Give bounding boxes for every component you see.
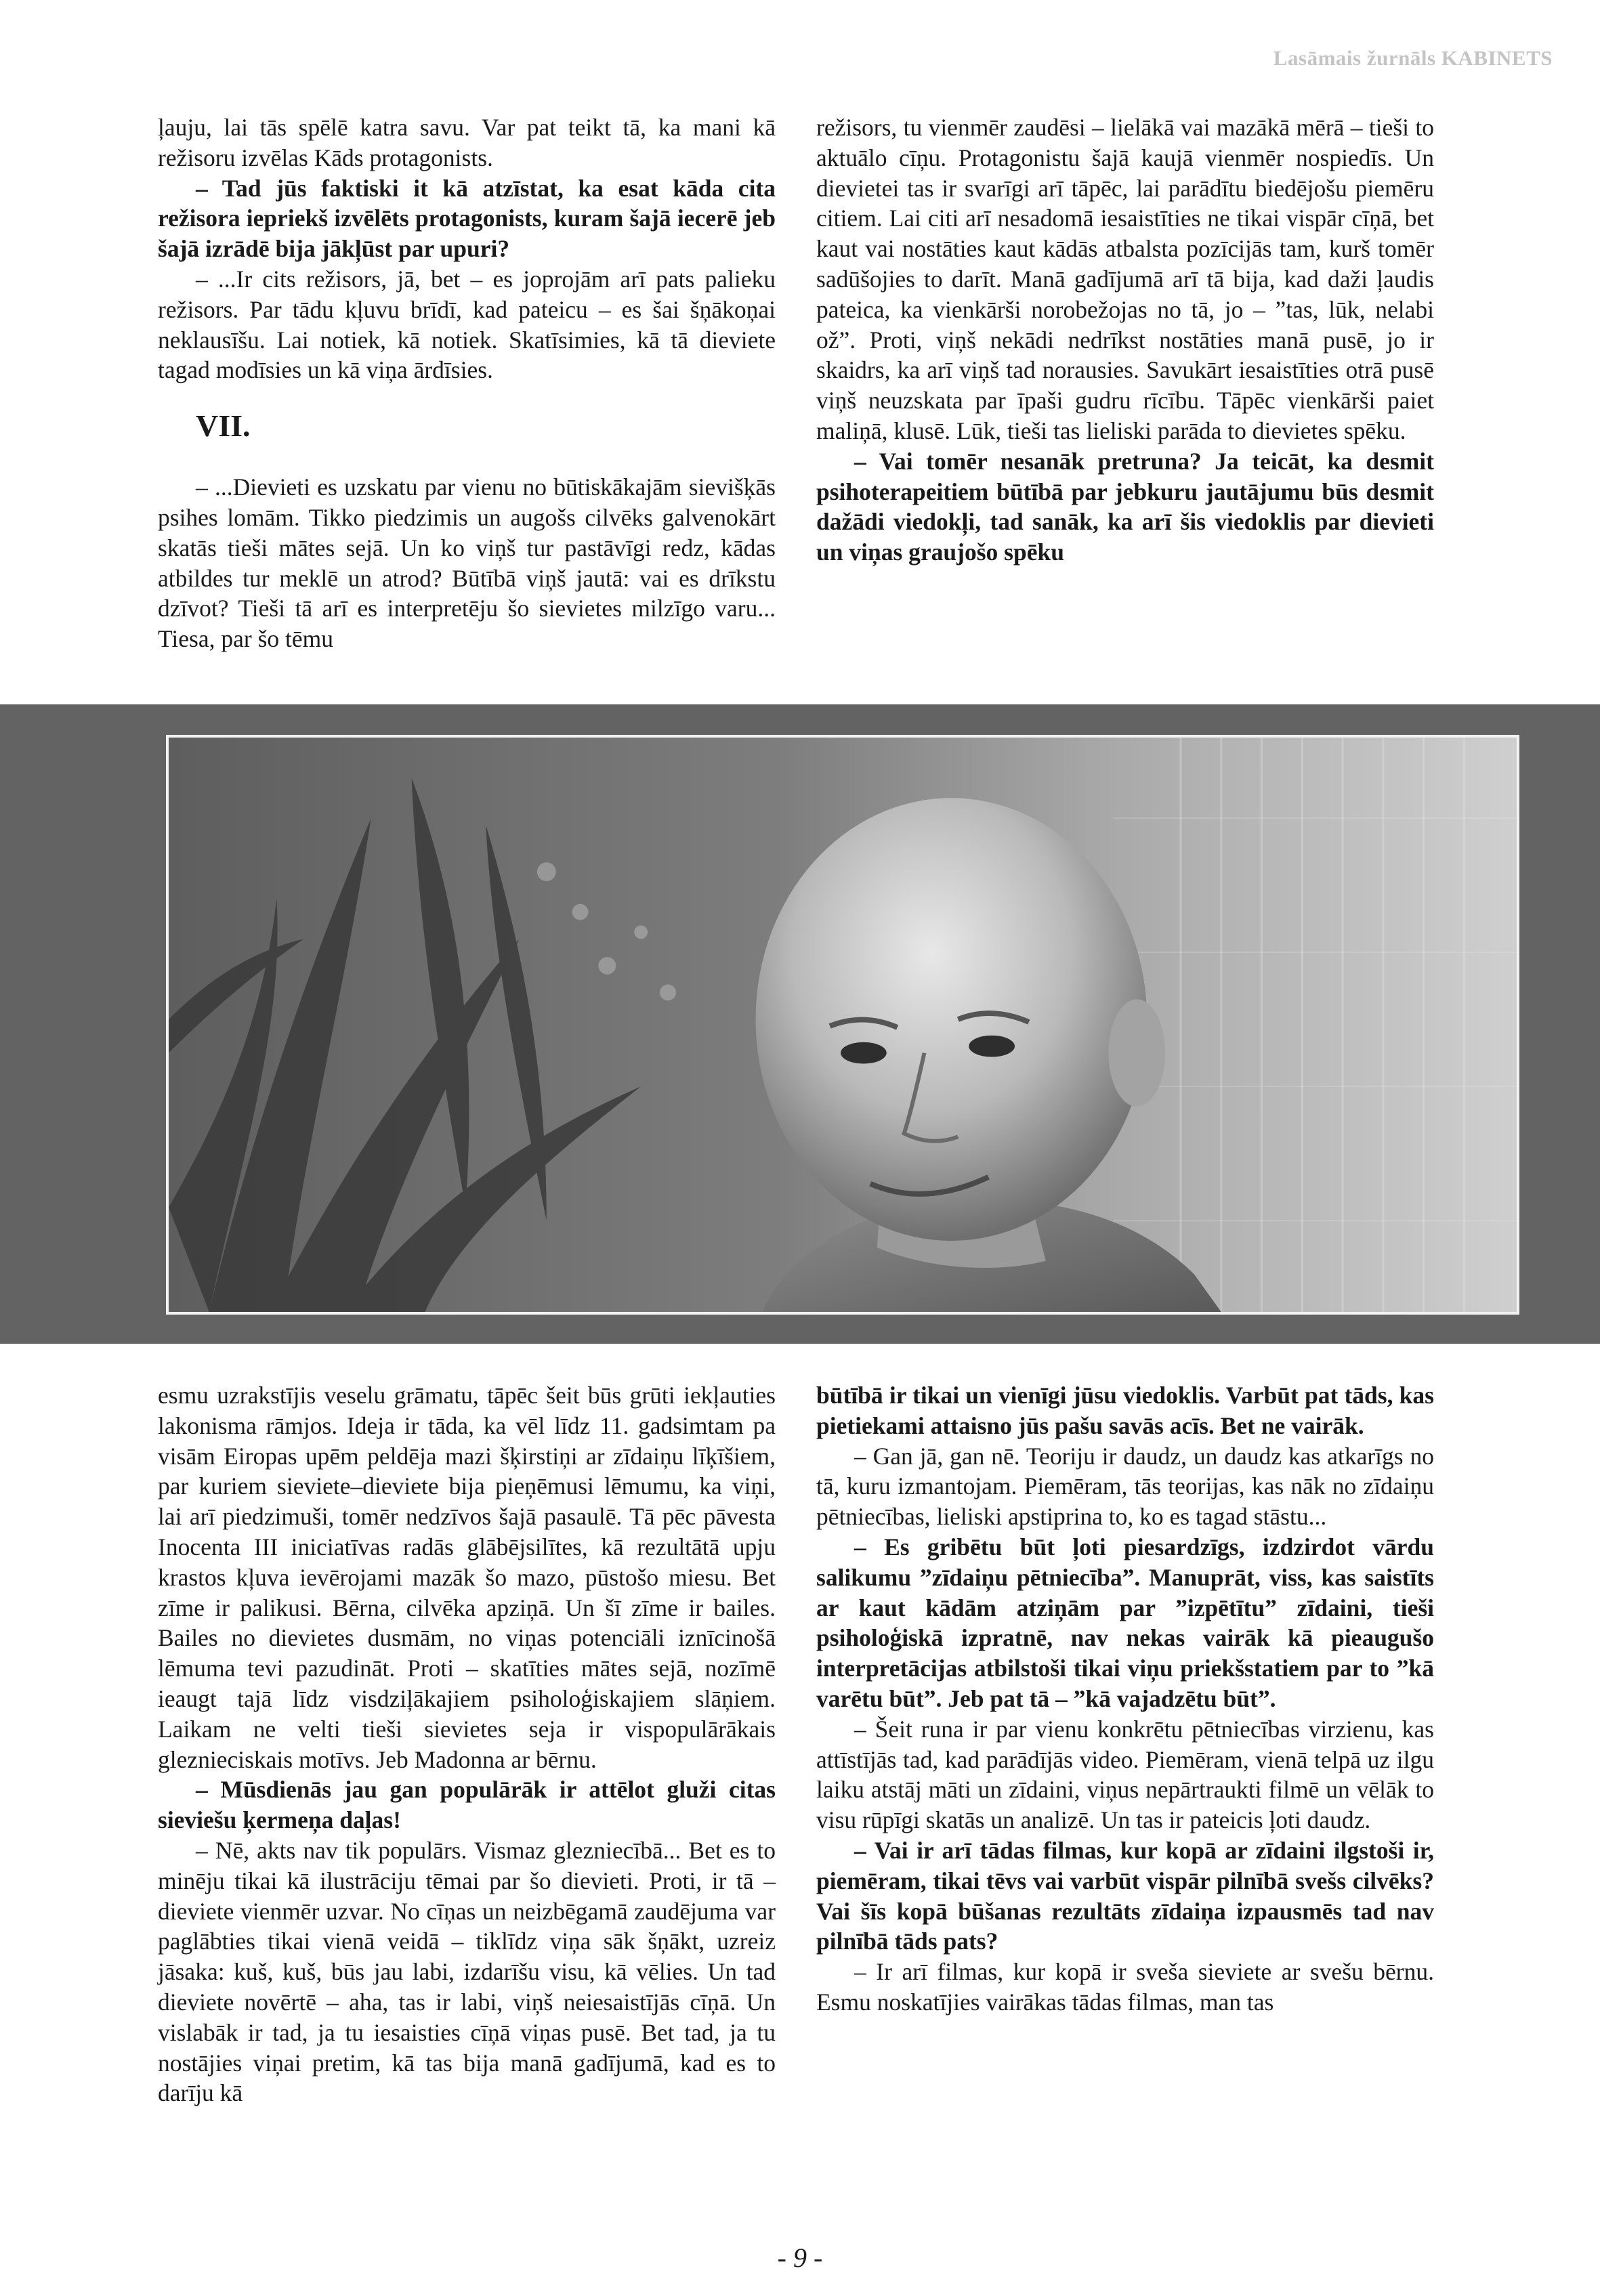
paragraph: ļauju, lai tās spēlē katra savu. Var pat teikt tā, ka mani kā režisoru izvēlas Kāds protagonists.: [158, 114, 776, 171]
portrait-image: [169, 738, 1517, 1312]
paragraph: – ...Dievieti es uzskatu par vienu no būtiskākajām sievišķās psihes lomām. Tikko piedzimis un augošs cilvēks galvenokārt skatās tieši mātes sejā. Un ko viņš tur pastāvīgi redz, kādas atbildes tur meklē un atrod? Būtībā viņš jautā: vai es drīkstu dzīvot? Tieši tā arī es interpretēju šo sievietes milzīgo varu... Tiesa, par šo tēmu: [158, 473, 776, 653]
interview-question: – Mūsdienās jau gan populārāk ir attēlot gluži citas sieviešu ķermeņa daļas!: [158, 1776, 776, 1834]
column-right-bottom: [816, 1380, 1434, 2018]
interview-question: – Vai tomēr nesanāk pretruna? Ja teicāt, ka desmit psihoterapeitiem būtībā par jebkuru jautājumu būs desmit dažādi viedokļi, tad sanāk, ka arī šis viedoklis par dievieti un viņas graujošo spēku: [816, 447, 1434, 566]
column-left-top: [158, 112, 776, 654]
paragraph: – Ir arī filmas, kur kopā ir sveša sieviete ar svešu bērnu. Esmu noskatījies vairākas tādas filmas, man tas: [816, 1958, 1434, 2016]
interview-question: – Vai ir arī tādas filmas, kur kopā ar zīdaini ilgstoši ir, piemēram, tikai tēvs vai varbūt vispār pilnībā svešs cilvēks? Vai šīs kopā būšanas rezultāts zīdaiņa izpausmēs tad nav pilnībā tāds pats?: [816, 1836, 1434, 1955]
page-number: - 9 -: [777, 2242, 823, 2273]
interview-question: – Tad jūs faktiski it kā atzīstat, ka esat kāda cita režisora iepriekš izvēlēts protagonists, kuram šajā iecerē jeb šajā izrādē bija jākļūst par upuri?: [158, 174, 776, 263]
interview-question: būtībā ir tikai un vienīgi jūsu viedoklis. Varbūt pat tāds, kas pietiekami attaisno jūs pašu savās acīs. Bet ne vairāk.: [816, 1382, 1434, 1439]
interview-question: – Es gribētu būt ļoti piesardzīgs, izdzirdot vārdu salikumu ”zīdaiņu pētniecība”. Manuprāt, viss, kas saistīts ar kaut kādām atziņām par ”izpētītu” zīdaini, tieši psiholoģiskā izpratnē, nav nekas vairāk kā pieaugušo interpretācijas atbilstoši tikai viņu priekšstatiem par to ”kā varētu būt”. Jeb pat tā – ”kā vajadzētu būt”.: [816, 1533, 1434, 1712]
paragraph: – Gan jā, gan nē. Teoriju ir daudz, un daudz kas atkarīgs no tā, kuru izmantojam. Piemēram, tās teorijas, kas nāk no zīdaiņu pētniecības, lieliski apstiprina to, ko es tagad stāstu...: [816, 1442, 1434, 1531]
paragraph: – Šeit runa ir par vienu konkrētu pētniecības virzienu, kas attīstījās tad, kad parādījās video. Piemēram, vienā telpā uz ilgu laiku atstāj māti un zīdaini, viņus nepārtraukti filmē un vēlāk to visu rūpīgi skatās un analizē. Un tas ir pateicis ļoti daudz.: [816, 1715, 1434, 1834]
paragraph: – ...Ir cits režisors, jā, bet – es joprojām arī pats palieku režisors. Par tādu kļuvu brīdī, kad pateicu – es šai šņākoņai neklausīšu. Lai notiek, kā notiek. Skatīsimies, kā tā dieviete tagad modīsies un kā viņa ārdīsies.: [158, 265, 776, 384]
paragraph: – Nē, akts nav tik populārs. Vismaz glezniecībā... Bet es to minēju tikai kā ilustrāciju tēmai par šo dievieti. Proti, ir tā – dieviete vienmēr uzvar. No cīņas un neizbēgamā zaudējuma var paglābties tikai vienā veidā – tiklīdz viņa sāk šņākt, uzreiz jāsaka: kuš, kuš, būs jau labi, izdarīšu visu, kā vēlies. Un tad dieviete novērtē – aha, tas ir labi, viņš neiesaistījās cīņā. Un vislabāk ir tad, ja tu iesaisties cīņā viņas pusē. Bet tad, ja tu nostājies viņai pretim, kā tas bija manā gadījumā, kad es to darīju kā: [158, 1836, 776, 2107]
column-left-bottom: [158, 1380, 776, 2108]
column-right-top: [816, 112, 1434, 568]
running-header: Lasāmais žurnāls KABINETS: [1273, 46, 1553, 70]
portrait-photo: [166, 735, 1519, 1315]
paragraph: esmu uzrakstījis veselu grāmatu, tāpēc šeit būs grūti iekļauties lakonisma rāmjos. Ideja ir tāda, ka vēl līdz 11. gadsimtam pa visām Eiropas upēm peldēja mazi šķirstiņi ar zīdaiņu līķīšiem, par kuriem sieviete–dieviete bija pieņēmusi lēmumu, ka viņi, lai arī piedzimuši, tomēr nedzīvos šajā pasaulē. Tā pēc pāvesta Inocenta III iniciatīvas radās glābējsilītes, kā rezultātā upju krastos kļuva ievērojami mazāk šo mazo, pūstošo miesu. Bet zīme ir palikusi. Bērna, cilvēka apziņā. Un šī zīme ir bailes. Bailes no dievietes dusmām, no viņas potenciāli iznīcinošā lēmuma tevi pazudināt. Proti – skatīties mātes sejā, nozīmē ieaugt tajā līdz visdziļākajiem psiholoģiskajiem slāņiem. Laikam ne velti tieši sievietes seja ir vispopulārākais gleznieciskais motīvs. Jeb Madonna ar bērnu.: [158, 1382, 776, 1773]
section-heading: VII.: [196, 408, 251, 444]
paragraph: režisors, tu vienmēr zaudēsi – lielākā vai mazākā mērā – tieši to aktuālo cīņu. Protagonistu šajā kaujā vienmēr nospiedīs. Un dievietei tas ir svarīgi arī tāpēc, lai parādītu biedējošu piemēru citiem. Lai citi arī nesadomā iesaistīties ne tikai vispār cīņā, bet kaut vai nostāties kaut kādās atbalsta pozīcijās tam, kurš tomēr sadūšojies to darīt. Manā gadījumā arī tā bija, kad daži ļaudis pateica, ka vienkārši norobežojas no tā, jo – ”tas, lūk, nelabi ož”. Proti, viņš nekādi nedrīkst nostāties manā pusē, jo ir skaidrs, ka arī viņš tad norausies. Savukārt iesaistīties otrā pusē viņš neuzskata par īpaši gudru rīcību. Tāpēc vienkārši paiet maliņā, klusē. Lūk, tieši tas lieliski parāda to dievietes spēku.: [816, 114, 1434, 444]
